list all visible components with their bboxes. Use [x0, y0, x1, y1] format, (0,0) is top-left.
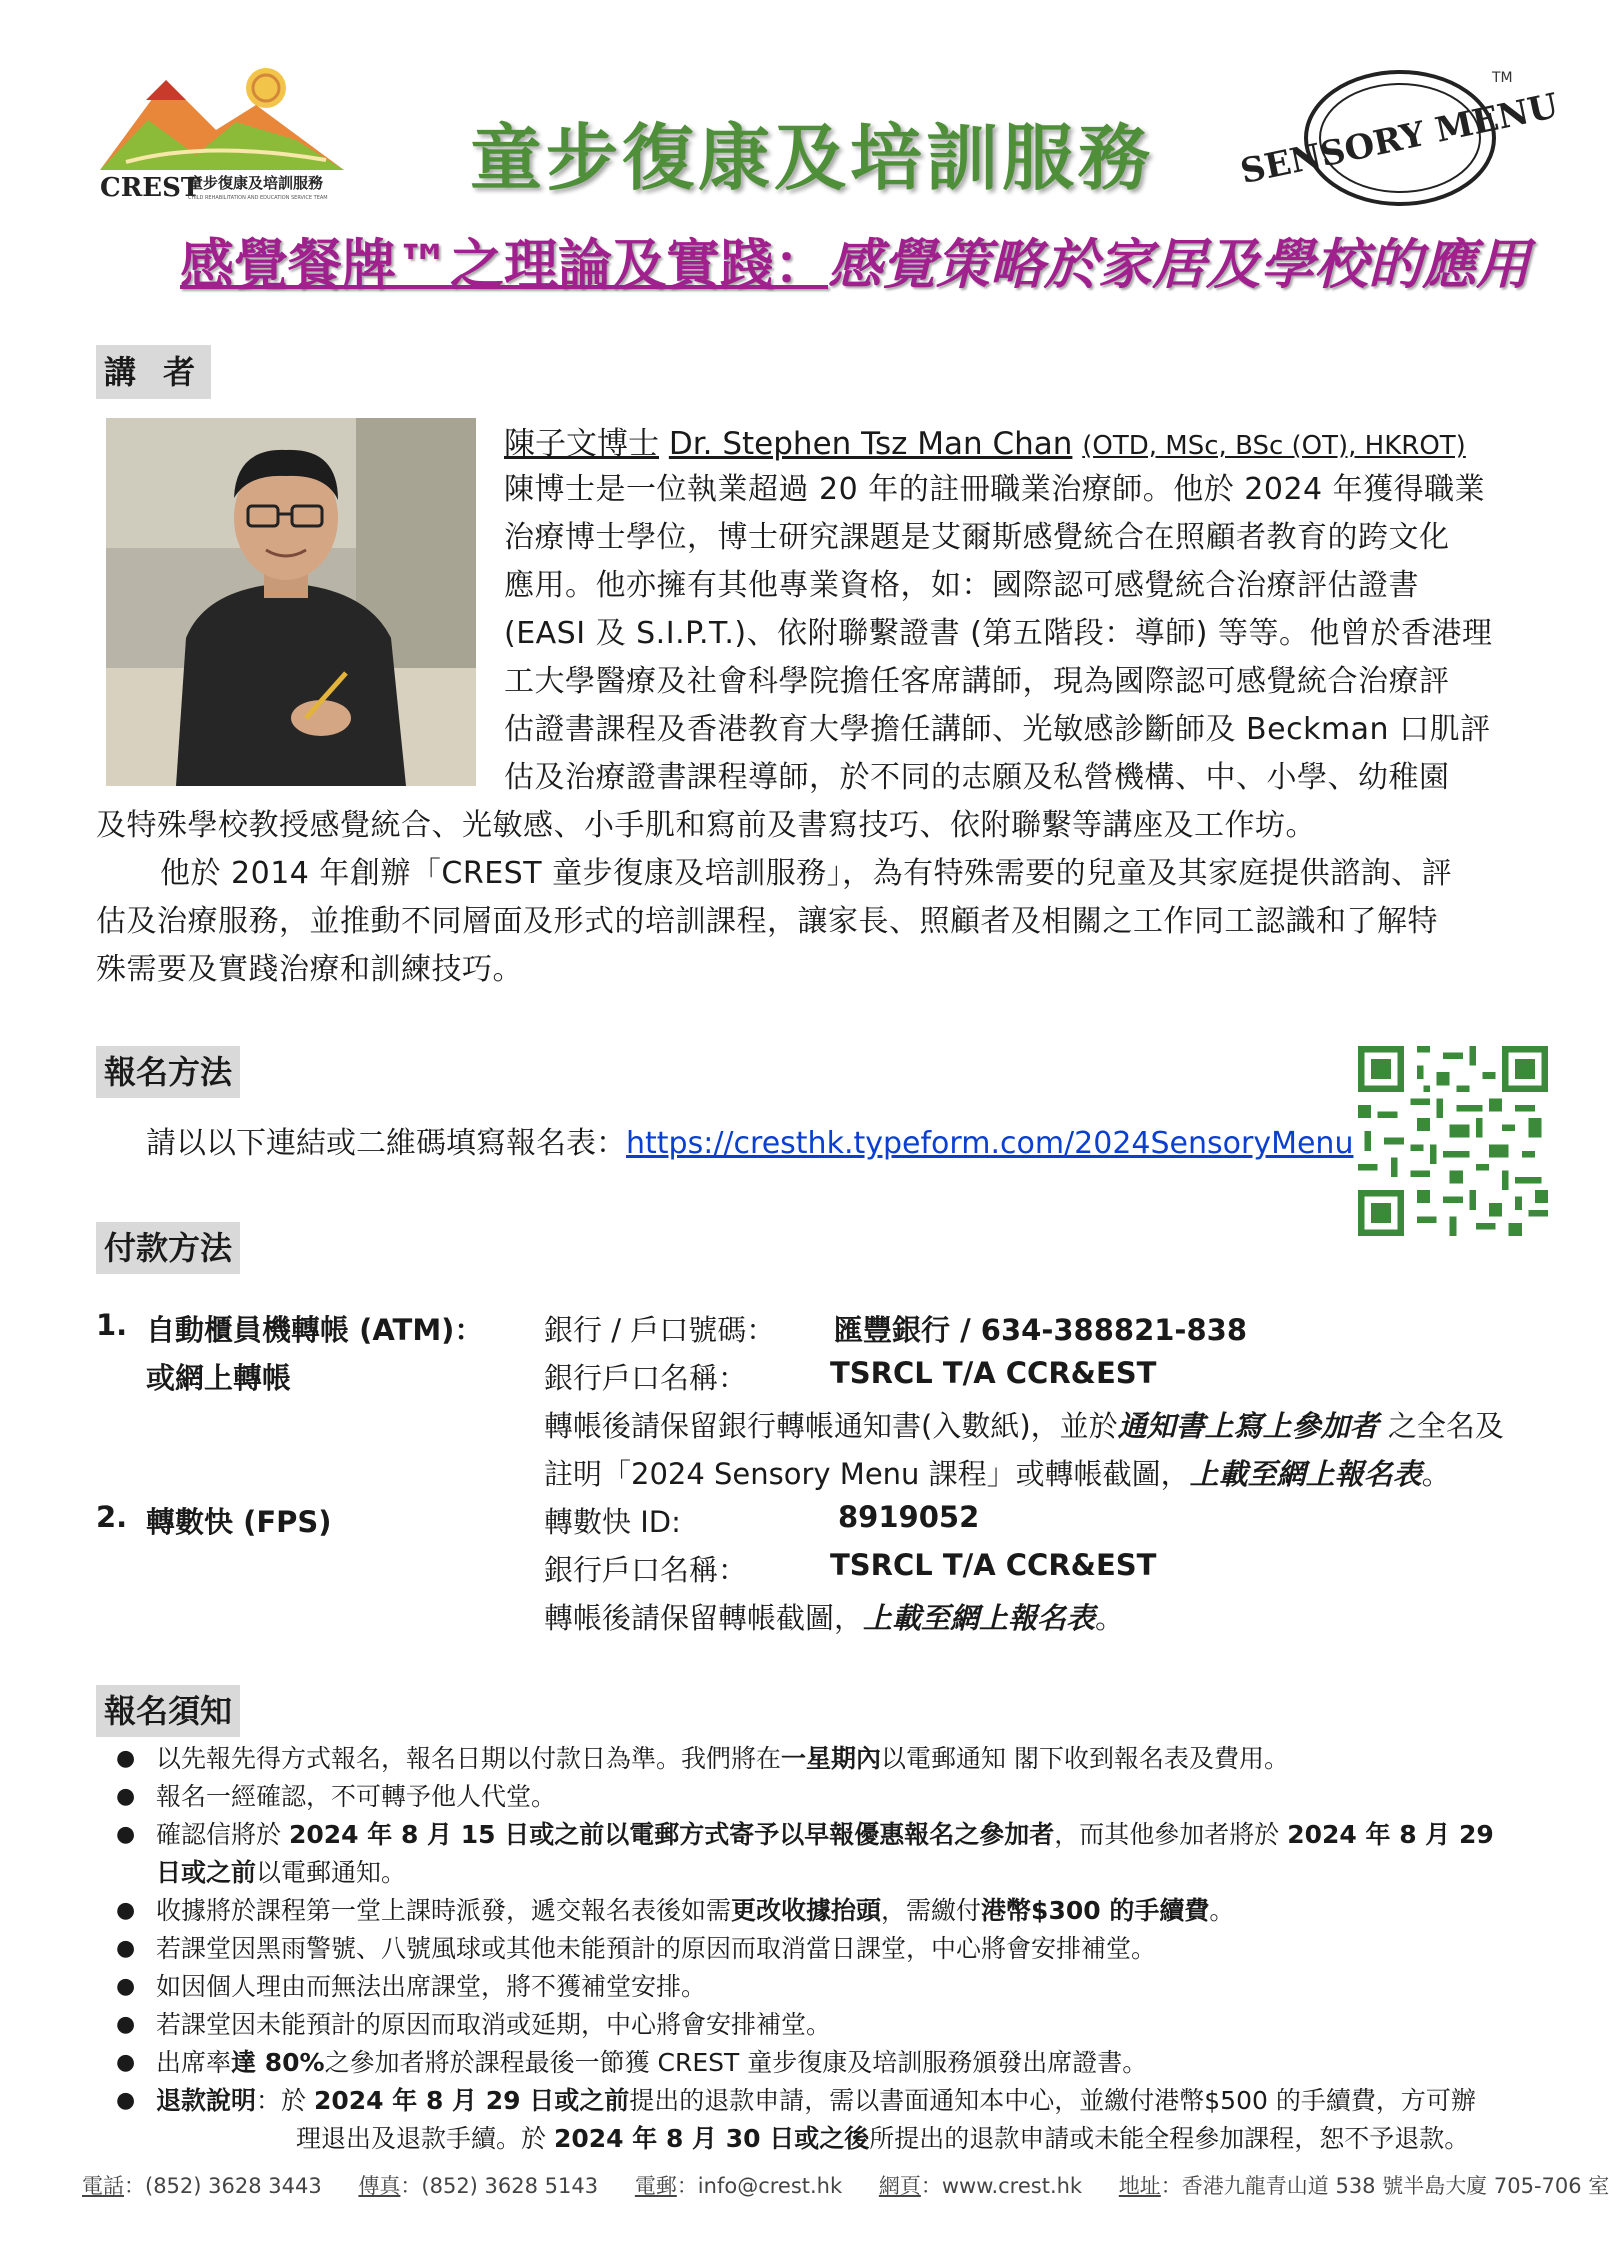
notice-emphasis: 一星期內	[781, 1744, 882, 1773]
list-item: ● 退款說明：於 2024 年 8 月 29 日或之前提出的退款申請，需以書面通知本中心，並繳付港幣$500 的手續費，方可辦 理退出及退款手續。於 2024 年 8 月 30 日或之後所提出的退款申請或未能全程參加課程，恕不予退款。	[116, 2086, 1476, 2153]
notice-emphasis: 港幣$300 的手續費	[981, 1896, 1210, 1925]
fps-id-label: 轉數快 ID:	[544, 1505, 681, 1539]
qr-code[interactable]	[1358, 1046, 1548, 1236]
payment-number: 1.	[96, 1308, 128, 1342]
footer-web[interactable]	[879, 2174, 1082, 2198]
notice-text: 以電郵通知。	[256, 1858, 407, 1887]
bio-line: (EASI 及 S.I.P.T.)、依附聯繫證書 (第五階段：導師) 等等。他曾於香港理	[504, 616, 1493, 651]
notice-text: ，而其他參加者將於	[1054, 1820, 1288, 1849]
footer-email[interactable]	[635, 2174, 842, 2198]
list-item: ● 若課堂因黑雨警號、八號風球或其他未能預計的原因而取消當日課堂，中心將會安排補堂。	[116, 1934, 1157, 1963]
bio-line: 估及治療服務，並推動不同層面及形式的培訓課程，讓家長、照顧者及相關之工作同工認識和了解特	[96, 904, 1438, 939]
note-text: 。	[1421, 1457, 1451, 1491]
bio-line: 殊需要及實踐治療和訓練技巧。	[96, 952, 523, 987]
notice-emphasis: 2024 年 8 月 29	[1287, 1820, 1494, 1849]
footer-label: 地址	[1118, 2174, 1161, 2198]
notice-emphasis: 達 80%	[231, 2048, 325, 2077]
bio-line: 及特殊學校教授感覺統合、光敏感、小手肌和寫前及書寫技巧、依附聯繫等講座及工作坊。	[96, 808, 1316, 843]
notice-heading: 報名須知	[96, 1685, 240, 1737]
account-name-value: TSRCL T/A CCR&EST	[830, 1356, 1157, 1390]
footer-fax	[358, 2174, 598, 2198]
svg-text:CREST: CREST	[100, 173, 201, 203]
account-label: 銀行 / 戶口號碼：	[544, 1313, 776, 1347]
notice-text: 以先報先得方式報名，報名日期以付款日為準。我們將在	[156, 1744, 782, 1773]
fps-id-value: 8919052	[838, 1500, 980, 1534]
speaker-name	[504, 418, 1466, 463]
bio-line: 應用。他亦擁有其他專業資格，如：國際認可感覺統合治療評估證書	[504, 568, 1419, 603]
notice-emphasis: 2024 年 8 月 29 日或之前	[313, 2086, 630, 2115]
svg-text:CHILD REHABILITATION AND EDUCA: CHILD REHABILITATION AND EDUCATION SERVICE TEAM	[188, 195, 328, 201]
register-instruction	[146, 1118, 1353, 1162]
notice-emphasis: 更改收據抬頭	[731, 1896, 882, 1925]
account-name-label: 銀行戶口名稱：	[544, 1361, 748, 1395]
org-title: 童步復康及培訓服務	[470, 116, 1155, 200]
bio-line: 陳博士是一位執業超過 20 年的註冊職業治療師。他於 2024 年獲得職業	[504, 472, 1486, 507]
notice-text: 。	[1209, 1896, 1235, 1925]
notice-emphasis: 2024 年 8 月 15 日或之前以電郵方式寄予以早報優惠報名之參加者	[288, 1820, 1055, 1849]
bio-line: 他於 2014 年創辦「CREST 童步復康及培訓服務」，為有特殊需要的兒童及其家庭提供諮詢、評	[160, 856, 1453, 891]
course-title-part2: 之理論及實踐：	[450, 233, 828, 296]
footer-label: 電話	[82, 2174, 124, 2198]
notice-text: ，需繳付	[881, 1896, 982, 1925]
footer-contact	[82, 2170, 1609, 2200]
note-text: 轉帳後請保留轉帳截圖，	[544, 1601, 864, 1635]
sensory-menu-logo	[1237, 62, 1562, 212]
notice-text: 確認信將於	[156, 1820, 289, 1849]
course-title-part3: 感覺策略於家居及學校的應用	[828, 233, 1530, 296]
notice-text: 所提出的退款申請或未能全程參加課程，恕不予退款。	[869, 2124, 1470, 2153]
note-emphasis: 通知書上寫上參加者	[1117, 1409, 1379, 1443]
speaker-photo	[106, 418, 476, 786]
speaker-heading: 講 者	[96, 345, 211, 399]
register-link[interactable]: https://cresthk.typeform.com/2024SensoryMenu	[626, 1126, 1354, 1161]
account-name-value: TSRCL T/A CCR&EST	[830, 1548, 1157, 1582]
payment-note	[544, 1404, 1504, 1445]
list-item: ● 收據將於課程第一堂上課時派發，遞交報名表後如需更改收據抬頭，需繳付港幣$300 的手續費。	[116, 1896, 1235, 1925]
course-title-part1: 感覺餐牌	[180, 233, 396, 296]
notice-emphasis: 日或之前	[156, 1858, 257, 1887]
footer-address	[1119, 2174, 1609, 2198]
account-name-label: 銀行戶口名稱：	[544, 1553, 748, 1587]
footer-label: 網頁	[878, 2174, 921, 2198]
course-title-tm: ™	[396, 233, 450, 296]
notice-text: 以電郵通知 閣下收到報名表及費用。	[881, 1744, 1289, 1773]
payment-note	[544, 1596, 1124, 1637]
list-item: ● 以先報先得方式報名，報名日期以付款日為準。我們將在一星期內以電郵通知 閣下收到報名表及費用。	[116, 1744, 1289, 1773]
bio-line: 估及治療證書課程導師，於不同的志願及私營機構、中、小學、幼稚園	[504, 760, 1450, 795]
account-value: 匯豐銀行 / 634-388821-838	[834, 1313, 1247, 1347]
notice-text: 提出的退款申請，需以書面通知本中心，並繳付港幣$500 的手續費，方可辦	[629, 2086, 1476, 2115]
list-item: ● 確認信將於 2024 年 8 月 15 日或之前以電郵方式寄予以早報優惠報名之參加者，而其他參加者將於 2024 年 8 月 29 日或之前以電郵通知。	[116, 1820, 1494, 1887]
notice-text: 之參加者將於課程最後一節獲 CREST 童步復康及培訓服務頒發出席證書。	[324, 2048, 1148, 2077]
note-text: 註明「2024 Sensory Menu 課程」或轉帳截圖，	[544, 1457, 1190, 1491]
bio-line: 治療博士學位，博士研究課題是艾爾斯感覺統合在照顧者教育的跨文化	[504, 520, 1450, 555]
register-text: 請以以下連結或二維碼填寫報名表：	[146, 1126, 626, 1161]
notice-text: 出席率	[156, 2048, 232, 2077]
notice-text: 報名一經確認，不可轉予他人代堂。	[156, 1782, 557, 1811]
list-item: ● 如因個人理由而無法出席課堂，將不獲補堂安排。	[116, 1972, 707, 2001]
svg-text:TM: TM	[1492, 70, 1513, 86]
payment-title-2: 或網上轉帳	[146, 1361, 292, 1395]
note-text: 轉帳後請保留銀行轉帳通知書(入數紙)，並於	[544, 1409, 1118, 1443]
notice-text: ：於	[256, 2086, 314, 2115]
notice-emphasis: 退款說明	[156, 2086, 257, 2115]
crest-logo	[96, 60, 348, 202]
note-text: 。	[1095, 1601, 1125, 1635]
footer-value: ：(852) 3628 5143	[400, 2174, 599, 2198]
notice-text: 若課堂因未能預計的原因而取消或延期，中心將會安排補堂。	[156, 2010, 832, 2039]
footer-value[interactable]: ：www.crest.hk	[920, 2174, 1083, 2198]
footer-label: 電郵	[634, 2174, 677, 2198]
svg-text:SENSORY MENU: SENSORY MENU	[1237, 85, 1562, 193]
note-emphasis: 上載至網上報名表	[863, 1601, 1096, 1635]
payment-title: 自動櫃員機轉帳 (ATM)：	[146, 1313, 484, 1347]
speaker-name-zh: 陳子文博士	[504, 426, 659, 462]
payment-heading: 付款方法	[96, 1222, 240, 1274]
notice-emphasis: 2024 年 8 月 30 日或之後	[553, 2124, 870, 2153]
list-item: ● 若課堂因未能預計的原因而取消或延期，中心將會安排補堂。	[116, 2010, 832, 2039]
note-text: 之全名及	[1387, 1409, 1504, 1443]
payment-title: 轉數快 (FPS)	[146, 1505, 332, 1539]
note-emphasis: 上載至網上報名表	[1189, 1457, 1422, 1491]
footer-value: ：(852) 3628 3443	[124, 2174, 322, 2198]
notice-text: 如因個人理由而無法出席課堂，將不獲補堂安排。	[156, 1972, 707, 2001]
list-item: ● 出席率達 80%之參加者將於課程最後一節獲 CREST 童步復康及培訓服務頒發出席證書。	[116, 2048, 1148, 2077]
bio-line: 估證書課程及香港教育大學擔任講師、光敏感診斷師及 Beckman 口肌評	[504, 712, 1491, 747]
bio-line: 工大學醫療及社會科學院擔任客席講師，現為國際認可感覺統合治療評	[504, 664, 1450, 699]
footer-tel	[82, 2174, 322, 2198]
notice-text: 收據將於課程第一堂上課時派發，遞交報名表後如需	[156, 1896, 732, 1925]
speaker-credentials: (OTD, MSc, BSc (OT), HKROT)	[1082, 431, 1466, 461]
register-heading: 報名方法	[96, 1046, 240, 1098]
notice-text: 理退出及退款手續。於	[296, 2124, 554, 2153]
notice-text: 若課堂因黑雨警號、八號風球或其他未能預計的原因而取消當日課堂，中心將會安排補堂。	[156, 1934, 1157, 1963]
list-item: ● 報名一經確認，不可轉予他人代堂。	[116, 1782, 557, 1811]
speaker-name-en: Dr. Stephen Tsz Man Chan	[668, 426, 1073, 462]
payment-number: 2.	[96, 1500, 128, 1534]
footer-value: ：香港九龍青山道 538 號半島大廈 705-706 室	[1160, 2174, 1609, 2198]
footer-value[interactable]: ：info@crest.hk	[676, 2174, 843, 2198]
notice-list	[108, 1740, 1528, 2158]
payment-note	[544, 1452, 1451, 1493]
course-title	[180, 222, 1530, 299]
svg-text:童步復康及培訓服務: 童步復康及培訓服務	[188, 174, 324, 192]
footer-label: 傳真	[358, 2174, 401, 2198]
